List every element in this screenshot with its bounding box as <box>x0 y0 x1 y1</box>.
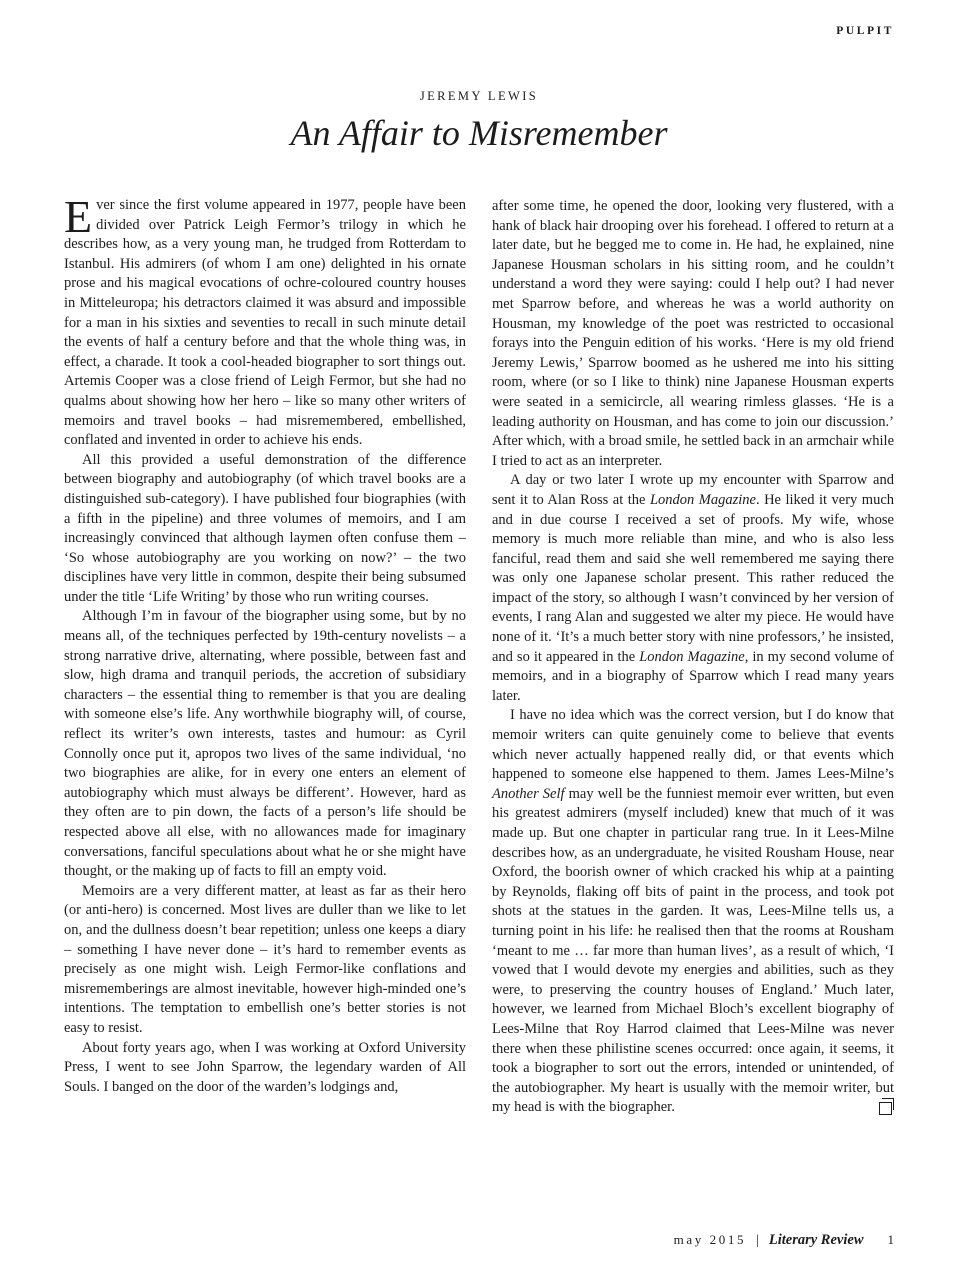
end-of-article-box-icon <box>879 1102 892 1115</box>
paragraph-7-text-b: may well be the funniest memoir ever written, but even his greatest admirers (myself included) knew that much of it was made up. But one chapter in particular rang true. In it Lees-Milne describes how, as an undergraduate, he visited Rousham House, near Oxford, the boorish owner of which cracked his whip at a painting by Reynolds, flaking off bits of paint in the process, and took pot shots at the statues in the garden. It was, Lees-Milne tells us, a turning point in his life: he realised then that the rooms at Rousham ‘meant to me … far more than human lives’, as a result of which, ‘I vowed that I would devote my energies and abilities, such as they were, to preserving the country houses of England.’ Much later, however, we learned from Michael Bloch’s excellent biography of Lees-Milne that Roy Harrod claimed that Lees-Milne was never there when these philistine scenes occurred: once again, it seems, it took a biographer to sort out the errors, intended or unintended, of the autobiographer. My heart is usually with the memoir writer, but my head is with the biographer. <box>492 785 894 1116</box>
paragraph-4: Memoirs are a very different matter, at least as far as their hero (or anti-hero) is concerned. Most lives are duller than we like to let on, and the dullness doesn’t bear repetition; unless one keeps a diary – something I have never done – it’s hard to remember events as precisely as one might wish. Leigh Fermor-like conflations and misrememberings are almost inevitable, however high-minded one’s intentions. The temptation to embellish one’s better stories is not easy to resist. <box>64 882 466 1036</box>
paragraph-5-continued: after some time, he opened the door, looking very flustered, with a hank of black hair drooping over his forehead. I offered to return at a later date, but he begged me to come in. He had, he explained, nine Japanese Housman scholars in his sitting room, and he couldn’t understand a word they were saying: could I help out? I had never met Sparrow before, and whereas he was a world authority on Housman, my knowledge of the poet was restricted to occasional forays into the Penguin edition of his works. ‘Here is my old friend Jeremy Lewis,’ Sparrow boomed as he ushered me into his sitting room, where (or so I like to think) nine Japanese Housman experts were seated in a semicircle, all wearing rimless glasses. ‘He is a leading authority on Housman, and has come to join our discussion.’ After which, with a broad smile, he settled back in an armchair while I tried to act as an interpreter. <box>492 198 894 469</box>
magazine-title-italic-2: London Magazine <box>639 648 745 665</box>
paragraph-2: All this provided a useful demonstration of the difference between biography and autobiography (of which travel books are a distinguished sub-category). I have published four biographies (with a fifth in the pipeline) and three volumes of memoirs, and I am increasingly convinced that although laymen often confuse them – ‘So whose autobiography are you working on now?’ – the two disciplines have very little in common, despite their being subsumed under the title ‘Life Writing’ by those who run writing courses. <box>64 451 466 605</box>
page-footer <box>674 1232 894 1249</box>
paragraph-6 <box>492 471 894 706</box>
paragraph-5: About forty years ago, when I was working at Oxford University Press, I went to see John Sparrow, the legendary warden of All Souls. I banged on the door of the warden’s lodgings and, <box>64 1039 466 1095</box>
paragraph-6-text-b: . He liked it very much and in due course I received a set of proofs. My wife, whose memory is much more reliable than mine, and who is also less fanciful, read them and said she well remembered me saying there was only one Japanese scholar present. This rather reduced the impact of the story, so although I wasn’t convinced by her version of events, I rang Alan and suggested we alter my piece. He would have none of it. ‘It’s a much better story with nine professors,’ he insisted, and so it appeared in the <box>492 491 895 665</box>
paragraph-1 <box>64 191 466 451</box>
issue-date: may 2015 <box>673 1232 747 1247</box>
paragraph-6-text-c: , in my second volume of memoirs, and in a biography of Sparrow which I read many years later. <box>492 648 895 704</box>
page-number: 1 <box>887 1232 894 1247</box>
publication-name: Literary Review <box>768 1232 864 1248</box>
right-column <box>492 197 894 1118</box>
footer-separator: | <box>756 1233 759 1248</box>
left-column <box>64 191 466 1097</box>
magazine-title-italic: London Magazine <box>649 491 756 508</box>
paragraph-7-text-a: I have no idea which was the correct version, but I do know that memoir writers can quite genuinely come to believe that events which never actually happened really did, or that events which happened to someone else happened to them. James Lees-Milne’s <box>492 707 894 783</box>
article-headline: An Affair to Misremember <box>290 113 668 153</box>
paragraph-3: Although I’m in favour of the biographer using some, but by no means all, of the techniques perfected by 19th-century novelists – a strong narrative drive, alternating, where possible, between fast and slow, high drama and tranquil periods, the accretion of subsidiary characters – the essential thing to remember is that you are dealing with someone else’s life. Any worthwhile biography will, of course, reflect its writer’s own interests, tastes and humour: as Cyril Connolly once put it, apropos two lives of the same individual, ‘no two biographies are alike, for in every one enters an element of autobiography which must always be different’. However, hard as they often are to pin down, the facts of a person’s life should be respected above all else, with no allowances made for imaginary conversations, fanciful speculations about what he or she might have thought, or the making up of facts to fill an empty void. <box>64 608 466 880</box>
paragraph-6-text-a: A day or two later I wrote up my encounter with Sparrow and sent it to Alan Ross at the <box>492 472 894 508</box>
paragraph-7 <box>492 706 894 1117</box>
drop-cap: E <box>64 191 93 242</box>
section-label: PULPIT <box>836 25 894 37</box>
paragraph-1-text: ver since the first volume appeared in 1977, people have been divided over Patrick Leigh Fermor’s trilogy in which he describes how, as a very young man, he trudged from Rotterdam to Istanbul. His admirers (of whom I am one) delighted in his ornate prose and his magical evocations of ochre-coloured country houses in Mitteleuropa; his detractors claimed it was absurd and impossible for a man in his sixties and seventies to recall in such minute detail the events of half a century before and that the whole thing was, in effect, a charade. It took a cool-headed biographer to sort things out. Artemis Cooper was a close friend of Leigh Fermor, but she had no qualms about showing how her hero – like so many other writers of memoirs and travel books – had misremembered, embellished, conflated and invented in order to achieve his ends. <box>64 197 466 449</box>
author-byline: JEREMY LEWIS <box>419 89 539 103</box>
book-title-italic: Another Self <box>492 785 565 802</box>
